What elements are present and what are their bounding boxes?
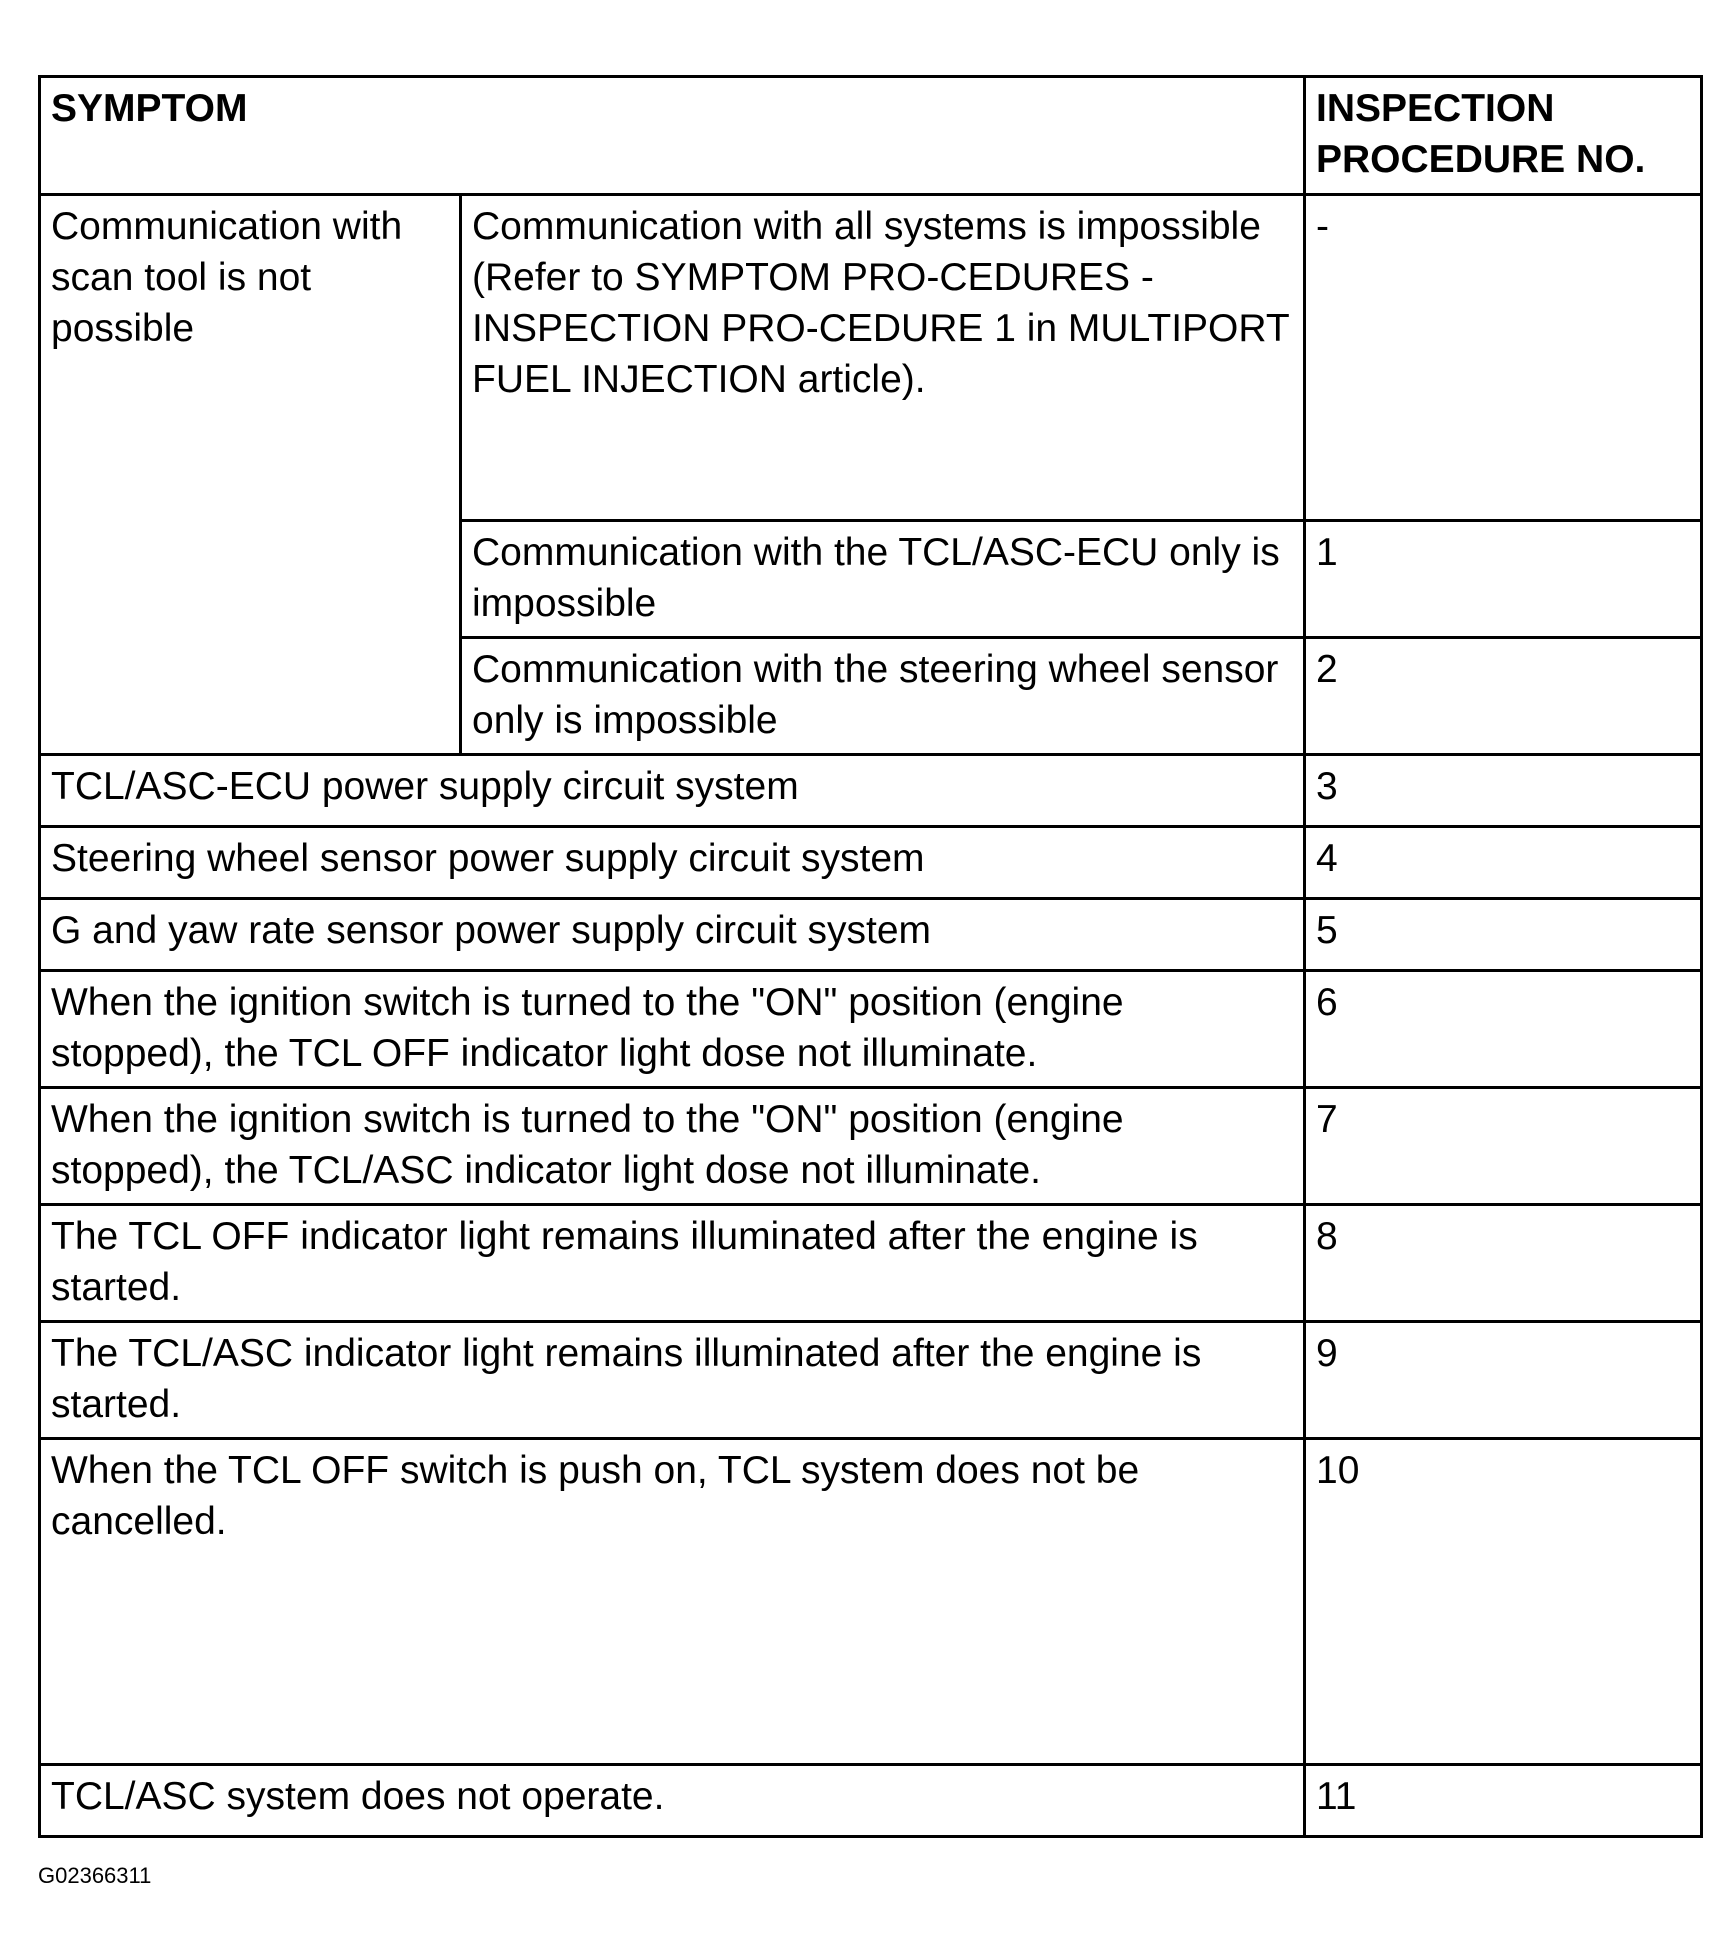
- symptom-cell: When the ignition switch is turned to the "ON" position (engine stopped), the TCL/ASC indicator light dose not illuminate.: [40, 1088, 1305, 1205]
- symptom-cell: Communication with all systems is impossible (Refer to SYMPTOM PRO-CEDURES - INSPECTION PRO-CEDURE 1 in MULTIPORT FUEL INJECTION article).: [461, 195, 1305, 521]
- symptom-cell: Communication with the TCL/ASC-ECU only is impossible: [461, 521, 1305, 638]
- table-row: [40, 195, 1702, 521]
- procedure-cell: 10: [1305, 1439, 1702, 1765]
- table-row: [40, 1205, 1702, 1322]
- figure-code: G02366311: [38, 1863, 152, 1888]
- procedure-cell: 6: [1305, 971, 1702, 1088]
- symptom-cell: TCL/ASC system does not operate.: [40, 1765, 1305, 1837]
- table-row: [40, 1088, 1702, 1205]
- procedure-number-header: INSPECTION PROCEDURE NO.: [1305, 77, 1702, 195]
- procedure-cell: 4: [1305, 827, 1702, 899]
- procedure-cell: 7: [1305, 1088, 1702, 1205]
- procedure-cell: 2: [1305, 638, 1702, 755]
- symptom-cell: Steering wheel sensor power supply circuit system: [40, 827, 1305, 899]
- procedure-cell: 5: [1305, 899, 1702, 971]
- procedure-cell: 8: [1305, 1205, 1702, 1322]
- header-row: [40, 77, 1702, 195]
- symptom-chart-table: [38, 75, 1703, 1838]
- procedure-cell: 9: [1305, 1322, 1702, 1439]
- symptom-cell: The TCL/ASC indicator light remains illuminated after the engine is started.: [40, 1322, 1305, 1439]
- table-row: [40, 1765, 1702, 1837]
- procedure-cell: 11: [1305, 1765, 1702, 1837]
- symptom-cell: G and yaw rate sensor power supply circuit system: [40, 899, 1305, 971]
- communication-group-label: Communication with scan tool is not possible: [40, 195, 461, 755]
- procedure-cell: 1: [1305, 521, 1702, 638]
- table-row: [40, 755, 1702, 827]
- table-row: [40, 827, 1702, 899]
- table-row: [40, 1439, 1702, 1765]
- symptom-cell: When the ignition switch is turned to the "ON" position (engine stopped), the TCL OFF indicator light dose not illuminate.: [40, 971, 1305, 1088]
- symptom-header: SYMPTOM: [40, 77, 1305, 195]
- procedure-cell: -: [1305, 195, 1702, 521]
- procedure-cell: 3: [1305, 755, 1702, 827]
- symptom-cell: TCL/ASC-ECU power supply circuit system: [40, 755, 1305, 827]
- symptom-cell: The TCL OFF indicator light remains illuminated after the engine is started.: [40, 1205, 1305, 1322]
- symptom-cell: When the TCL OFF switch is push on, TCL system does not be cancelled.: [40, 1439, 1305, 1765]
- table-row: [40, 1322, 1702, 1439]
- table-row: [40, 971, 1702, 1088]
- symptom-cell: Communication with the steering wheel sensor only is impossible: [461, 638, 1305, 755]
- table-row: [40, 899, 1702, 971]
